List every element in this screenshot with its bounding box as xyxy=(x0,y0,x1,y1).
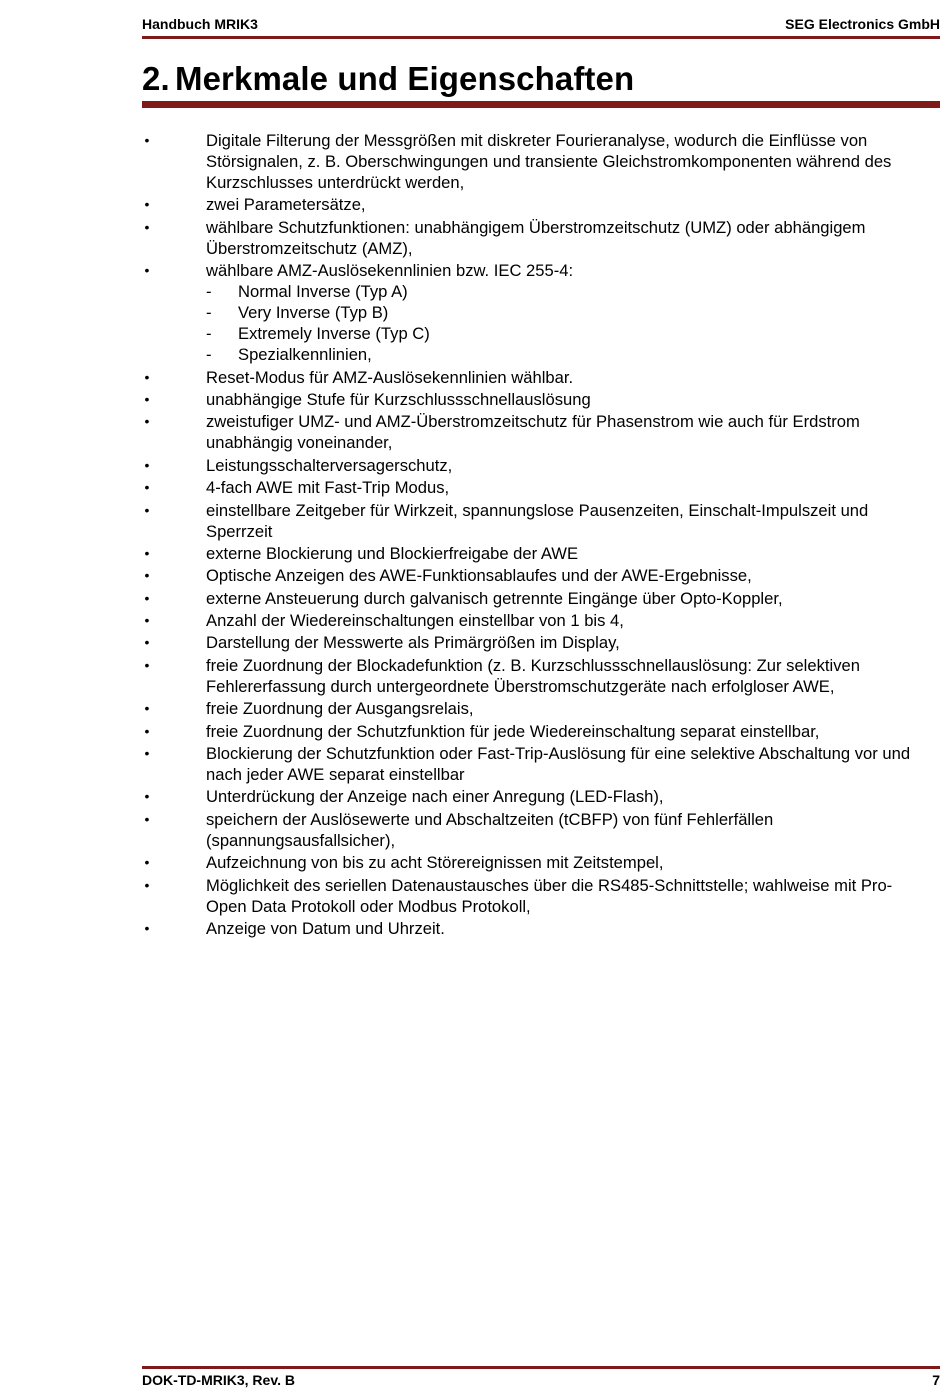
list-item xyxy=(142,610,932,631)
list-item-text: speichern der Auslösewerte und Abschaltzeiten (tCBFP) von fünf Fehlerfällen (spannungsausfallsicher), xyxy=(206,809,774,850)
list-item-text: externe Blockierung und Blockierfreigabe der AWE xyxy=(206,543,579,563)
list-item xyxy=(142,852,932,873)
list-item xyxy=(142,809,932,851)
page-header xyxy=(142,10,940,36)
sublist-item xyxy=(206,281,932,302)
bullet-icon: • xyxy=(144,413,150,430)
list-item xyxy=(142,217,932,259)
bullet-icon: • xyxy=(144,218,150,235)
bullet-icon: • xyxy=(144,544,150,561)
bullet-icon: • xyxy=(144,919,150,936)
list-item xyxy=(142,500,932,542)
bullet-icon: • xyxy=(144,854,150,871)
sublist-item-text: Very Inverse (Typ B) xyxy=(238,303,389,323)
bullet-icon: • xyxy=(144,196,150,213)
list-item-text: Optische Anzeigen des AWE-Funktionsablaufes und der AWE-Ergebnisse, xyxy=(206,566,752,586)
page-number: 7 xyxy=(932,1372,940,1388)
sublist-item-text: Extremely Inverse (Typ C) xyxy=(238,324,430,344)
section-number: 2. xyxy=(142,60,170,97)
bullet-icon: • xyxy=(144,479,150,496)
header-document-name: Handbuch MRIK3 xyxy=(142,16,258,32)
bullet-icon: • xyxy=(144,262,150,279)
list-item xyxy=(142,455,932,476)
bullet-icon: • xyxy=(144,745,150,762)
dash-marker: - xyxy=(206,324,212,344)
list-item xyxy=(142,543,932,564)
list-item xyxy=(142,743,932,785)
list-item xyxy=(142,565,932,586)
list-item-text: freie Zuordnung der Blockadefunktion (z. B. Kurzschlussschnellauslösung: Zur selektiven Fehlererfassung durch untergeordnete Überstromschutzgeräte nach erfolgloser AWE, xyxy=(206,655,860,696)
list-item-text: zwei Parametersätze, xyxy=(206,195,366,215)
list-item xyxy=(142,698,932,719)
list-item xyxy=(142,721,932,742)
list-item-text: Leistungsschalterversagerschutz, xyxy=(206,455,453,475)
bullet-icon: • xyxy=(144,722,150,739)
bullet-icon: • xyxy=(144,501,150,518)
bullet-icon: • xyxy=(144,368,150,385)
bullet-icon: • xyxy=(144,788,150,805)
bullet-icon: • xyxy=(144,589,150,606)
list-item-text: Anzeige von Datum und Uhrzeit. xyxy=(206,918,445,938)
list-item xyxy=(142,367,932,388)
bullet-icon: • xyxy=(144,132,150,148)
list-item xyxy=(142,588,932,609)
bullet-icon: • xyxy=(144,656,150,673)
bullet-icon: • xyxy=(144,456,150,473)
title-divider xyxy=(142,101,940,108)
bullet-icon: • xyxy=(144,612,150,629)
sublist-item-text: Spezialkennlinien, xyxy=(238,345,372,365)
dash-marker: - xyxy=(206,303,212,323)
bullet-icon: • xyxy=(144,567,150,584)
list-item-text: freie Zuordnung der Schutzfunktion für jede Wiedereinschaltung separat einstellbar, xyxy=(206,721,820,741)
list-item-text: Anzahl der Wiedereinschaltungen einstellbar von 1 bis 4, xyxy=(206,611,624,631)
sublist-item xyxy=(206,323,932,344)
list-item xyxy=(142,632,932,653)
feature-list xyxy=(142,130,932,940)
list-item-text: externe Ansteuerung durch galvanisch getrennte Eingänge über Opto-Koppler, xyxy=(206,588,783,608)
footer-document-id: DOK-TD-MRIK3, Rev. B xyxy=(142,1372,295,1388)
list-item xyxy=(142,389,932,410)
bullet-icon: • xyxy=(144,810,150,827)
list-item xyxy=(142,786,932,807)
footer-divider xyxy=(142,1366,940,1369)
sublist-item xyxy=(206,302,932,323)
list-item-text: Digitale Filterung der Messgrößen mit diskreter Fourieranalyse, wodurch die Einflüsse von Störsignalen, z. B. Oberschwingungen und transiente Gleichstromkomponenten während des Kurzschlusses unterdrückt werden, xyxy=(206,131,892,192)
bullet-icon: • xyxy=(144,390,150,407)
sublist-item-text: Normal Inverse (Typ A) xyxy=(238,282,408,302)
list-item xyxy=(142,875,932,917)
header-company-name: SEG Electronics GmbH xyxy=(785,16,940,32)
list-item-text: freie Zuordnung der Ausgangsrelais, xyxy=(206,699,474,719)
list-item-text: Blockierung der Schutzfunktion oder Fast-Trip-Auslösung für eine selektive Abschaltung vor und nach jeder AWE separat einstellbar xyxy=(206,744,911,785)
section-title xyxy=(142,60,634,98)
list-item-text: Aufzeichnung von bis zu acht Störereignissen mit Zeitstempel, xyxy=(206,853,664,873)
header-divider xyxy=(142,36,940,39)
bullet-icon: • xyxy=(144,634,150,651)
list-item-text: Reset-Modus für AMZ-Auslösekennlinien wählbar. xyxy=(206,367,574,387)
dash-marker: - xyxy=(206,282,212,302)
list-item xyxy=(142,411,932,453)
list-item xyxy=(142,918,932,939)
bullet-icon: • xyxy=(144,876,150,893)
list-item-text: unabhängige Stufe für Kurzschlussschnellauslösung xyxy=(206,389,591,409)
list-item-text: wählbare Schutzfunktionen: unabhängigem Überstromzeitschutz (UMZ) oder abhängigem Überstromzeitschutz (AMZ), xyxy=(206,217,866,258)
bullet-icon: • xyxy=(144,700,150,717)
list-item-text: einstellbare Zeitgeber für Wirkzeit, spannungslose Pausenzeiten, Einschalt-Impulszeit und Sperrzeit xyxy=(206,500,869,541)
list-item-text: wählbare AMZ-Auslösekennlinien bzw. IEC 255-4: xyxy=(206,261,574,281)
sublist-item xyxy=(206,344,932,365)
list-item xyxy=(142,477,932,498)
list-item-text: zweistufiger UMZ- und AMZ-Überstromzeitschutz für Phasenstrom wie auch für Erdstrom unabhängig voneinander, xyxy=(206,412,860,453)
curve-sublist xyxy=(206,281,932,365)
list-item-text: Unterdrückung der Anzeige nach einer Anregung (LED-Flash), xyxy=(206,787,664,807)
list-item-text: 4-fach AWE mit Fast-Trip Modus, xyxy=(206,478,450,498)
list-item xyxy=(142,655,932,697)
list-item-text: Darstellung der Messwerte als Primärgrößen im Display, xyxy=(206,633,620,653)
section-title-text: Merkmale und Eigenschaften xyxy=(175,60,635,97)
list-item xyxy=(142,194,932,215)
list-item xyxy=(142,130,932,193)
dash-marker: - xyxy=(206,345,212,365)
list-item-text: Möglichkeit des seriellen Datenaustausches über die RS485-Schnittstelle; wahlweise mit Pro-Open Data Protokoll oder Modbus Protokoll, xyxy=(206,875,893,916)
list-item xyxy=(142,260,932,365)
